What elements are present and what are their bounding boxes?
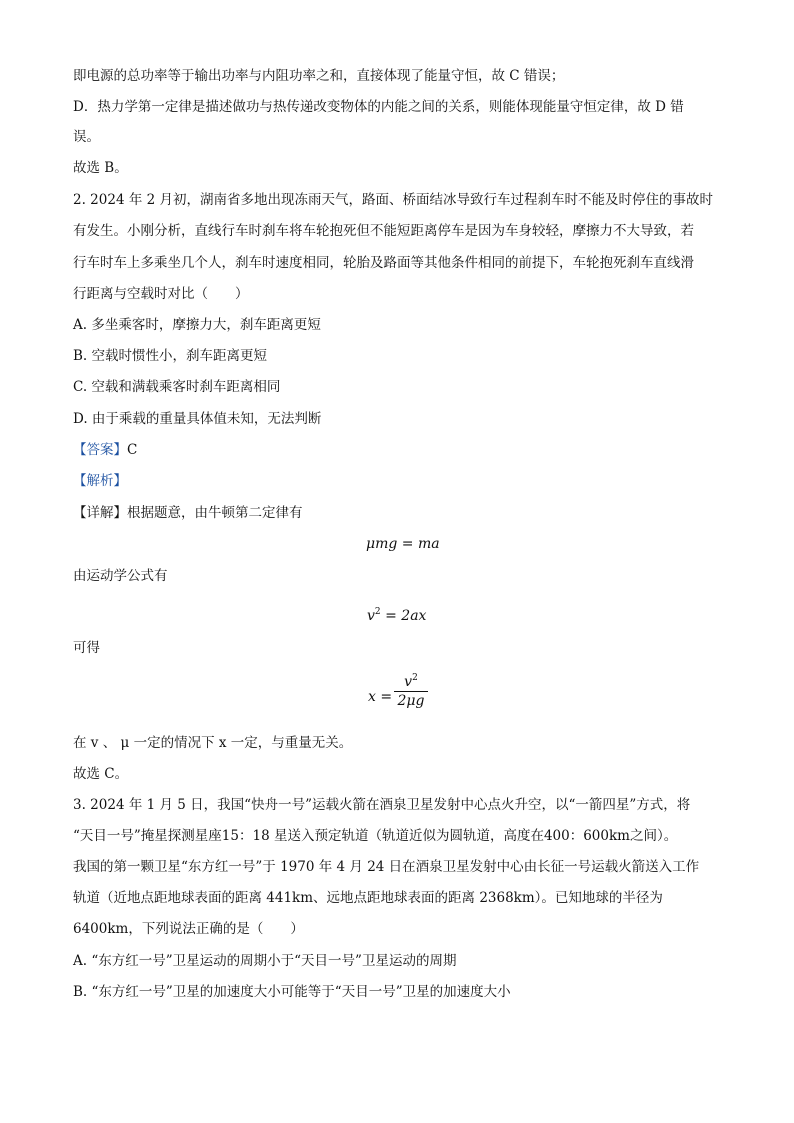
answer-line	[73, 440, 137, 460]
fraction-denominator: 2μg	[397, 693, 425, 709]
question-3-stem: 轨道（近地点距地球表面的距离 441km、远地点距地球表面的距离 2368km）。已知地球的半径为	[73, 890, 663, 906]
question-3-stem: 我国的第一颗卫星“东方红一号”于 1970 年 4 月 24 日在酒泉卫星发射中心由长征一号运载火箭送入工作	[73, 859, 700, 875]
detail-tag: 【详解】	[73, 505, 127, 521]
question-2-stem: 行距离与空载时对比（ ）	[73, 286, 249, 302]
formula-fraction	[394, 673, 428, 709]
question-2-stem: 行车时车上多乘坐几个人，刹车时速度相同，轮胎及路面等其他条件相同的前提下，车轮抱死刹车直线滑	[73, 255, 694, 271]
detail-text: 根据题意，由牛顿第二定律有	[127, 505, 303, 521]
analysis-tag: 【解析】	[73, 473, 127, 489]
formula-lhs: x =	[368, 689, 393, 705]
text-line: 故选 B。	[73, 160, 128, 176]
text-line: 可得	[73, 640, 100, 656]
formula-newton: μmg = ma	[366, 536, 440, 552]
text-line: 误。	[73, 129, 100, 145]
text-line: 由运动学公式有	[73, 568, 168, 584]
question-3-stem: 6400km，下列说法正确的是（ ）	[73, 921, 304, 937]
option-c: C. 空载和满载乘客时刹车距离相同	[73, 379, 281, 395]
fraction-numerator: $v^2$	[404, 673, 418, 690]
question-2-stem: 有发生。小刚分析，直线行车时刹车将车轮抱死但不能短距离停车是因为车身较轻，摩擦力不大导致，若	[73, 223, 694, 239]
option-d: D. 由于乘载的重量具体值未知，无法判断	[73, 411, 322, 427]
answer-tag: 【答案】	[73, 442, 127, 458]
answer-value: C	[127, 442, 138, 458]
analysis-line	[73, 471, 127, 491]
text-line: 即电源的总功率等于输出功率与内阻功率之和，直接体现了能量守恒，故 C 错误；	[73, 68, 565, 84]
question-3-stem: 3. 2024 年 1 月 5 日，我国“快舟一号”运载火箭在酒泉卫星发射中心点火升空，以“一箭四星”方式，将	[73, 797, 691, 813]
option-b: B. 空载时惯性小，刹车距离更短	[73, 348, 268, 364]
formula-kinematics: $v^2 = 2ax$	[367, 607, 427, 624]
detail-line	[73, 503, 303, 523]
option-b: B. “东方红一号”卫星的加速度大小可能等于“天目一号”卫星的加速度大小	[73, 984, 511, 1000]
choose-line: 故选 C。	[73, 766, 129, 782]
conclusion-line: 在 v 、 μ 一定的情况下 x 一定，与重量无关。	[73, 735, 353, 751]
question-2-stem: 2. 2024 年 2 月初，湖南省多地出现冻雨天气，路面、桥面结冰导致行车过程刹车时不能及时停住的事故时	[73, 192, 713, 208]
option-a: A. “东方红一号”卫星运动的周期小于“天目一号”卫星运动的周期	[73, 953, 457, 969]
question-3-stem: “天目一号”掩星探测星座15：18 星送入预定轨道（轨道近似为圆轨道，高度在400：600km之间）。	[73, 828, 678, 844]
text-line: D．热力学第一定律是描述做功与热传递改变物体的内能之间的关系，则能体现能量守恒定律，故 D 错	[73, 99, 684, 115]
option-a: A. 多坐乘客时，摩擦力大，刹车距离更短	[73, 317, 321, 333]
